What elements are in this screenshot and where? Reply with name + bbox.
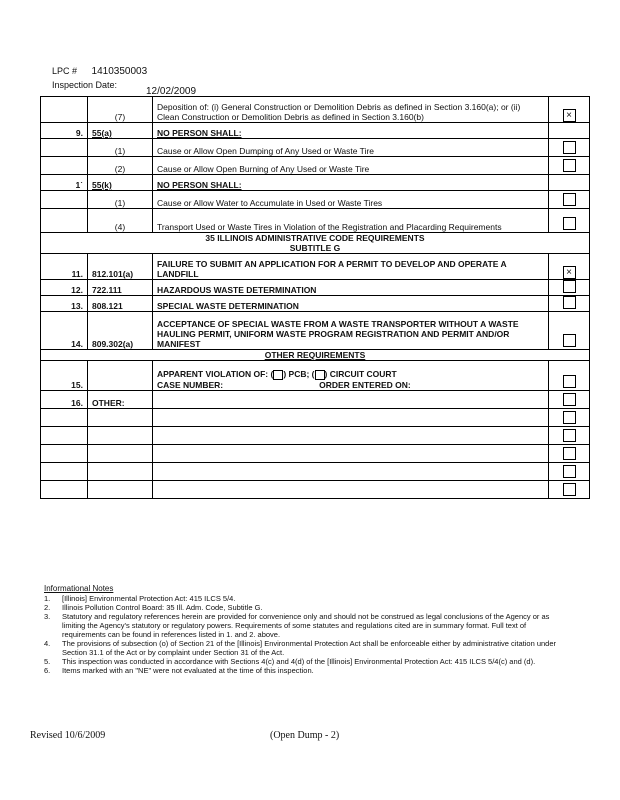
row-citation: 812.101(a) (88, 254, 153, 280)
table-row (41, 97, 590, 123)
row-number: 9. (41, 123, 88, 139)
row-citation: (7) (88, 97, 153, 123)
checkbox[interactable] (563, 193, 576, 206)
note-item (44, 612, 564, 639)
section-header-row (41, 350, 590, 361)
row-number: 1˙ (41, 175, 88, 191)
table-row (41, 123, 590, 139)
checkbox[interactable] (563, 429, 576, 442)
section-title-line: 35 ILLINOIS ADMINISTRATIVE CODE REQUIREMENTS (205, 233, 425, 243)
circuit-court-label: ) CIRCUIT COURT (324, 369, 397, 380)
checkbox[interactable] (563, 393, 576, 406)
note-number: 4. (44, 639, 51, 648)
row-description: Cause or Allow Open Burning of Any Used or Waste Tire (153, 157, 549, 175)
row-citation: (2) (88, 157, 153, 175)
table-row (41, 280, 590, 296)
lpc-number (52, 66, 147, 77)
row-citation: 722.111 (88, 280, 153, 296)
blank-row (41, 481, 590, 499)
table-row (41, 139, 590, 157)
checkbox[interactable] (563, 334, 576, 347)
note-text: [Illinois] Environmental Protection Act: 415 ILCS 5/4. (62, 594, 236, 603)
checkbox[interactable]: × (563, 109, 576, 122)
note-number: 1. (44, 594, 51, 603)
table-row (41, 157, 590, 175)
violation-label: APPARENT VIOLATION OF: ( (157, 369, 274, 380)
checkbox[interactable] (563, 411, 576, 424)
table-row (41, 175, 590, 191)
checkbox[interactable] (563, 159, 576, 172)
row-description: SPECIAL WASTE DETERMINATION (153, 296, 549, 312)
section-header-row (41, 233, 590, 254)
row-description: HAZARDOUS WASTE DETERMINATION (153, 280, 549, 296)
note-item (44, 639, 564, 657)
order-entered-label: ORDER ENTERED ON: (319, 380, 411, 390)
checkbox[interactable] (563, 141, 576, 154)
notes-title: Informational Notes (44, 584, 114, 593)
row-number: 12. (41, 280, 88, 296)
lpc-value: 1410350003 (91, 66, 148, 77)
circuit-court-checkbox[interactable] (315, 370, 325, 380)
informational-notes (44, 584, 564, 675)
blank-row (41, 427, 590, 445)
checkbox[interactable] (563, 465, 576, 478)
checklist-table (40, 96, 590, 499)
page-footer: (Open Dump - 2) (270, 730, 340, 741)
note-number: 6. (44, 666, 51, 675)
checkbox[interactable] (563, 447, 576, 460)
note-item (44, 603, 564, 612)
note-text: Illinois Pollution Control Board: 35 Ill. Adm. Code, Subtitle G. (62, 603, 263, 612)
row-citation: (1) (88, 139, 153, 157)
row-citation: 55(k) (88, 175, 153, 191)
row-citation: (1) (88, 191, 153, 209)
row-number: 13. (41, 296, 88, 312)
row-description: Transport Used or Waste Tires in Violation of the Registration and Placarding Requirements (153, 209, 549, 233)
lpc-label: LPC # (52, 66, 78, 76)
case-number-label: CASE NUMBER: (157, 380, 224, 390)
note-text: The provisions of subsection (o) of Section 21 of the [Illinois] Environmental Protection Act shall be enforceable either by administrative citation under Section 31.1 of the Act or by complaint under Section 31 of the Act. (62, 639, 557, 657)
section-title-admin-code (41, 233, 590, 254)
row-description: NO PERSON SHALL: (153, 123, 549, 139)
checkbox[interactable] (563, 217, 576, 230)
note-number: 5. (44, 657, 51, 666)
row-number: 11. (41, 254, 88, 280)
row-citation: 55(a) (88, 123, 153, 139)
note-item (44, 657, 564, 666)
row-description: ACCEPTANCE OF SPECIAL WASTE FROM A WASTE TRANSPORTER WITHOUT A WASTE HAULING PERMIT, UNIFORM WASTE PROGRAM REGISTRATION AND PERMIT AND/OR MANIFEST (153, 312, 549, 350)
pcb-label: ) PCB; ( (283, 369, 315, 380)
checkbox[interactable] (563, 375, 576, 388)
note-text: Statutory and regulatory references herein are provided for convenience only and should not be construed as legal conclusions of the Agency or as limiting the Agency's statutory or regulatory powers. Requirements of some statutes and regulations cited are in summary format. Full text of requirements can be found in references listed in 1. and 2. above. (62, 612, 550, 639)
row-description: Cause or Allow Open Dumping of Any Used or Waste Tire (153, 139, 549, 157)
row-description: FAILURE TO SUBMIT AN APPLICATION FOR A PERMIT TO DEVELOP AND OPERATE A LANDFILL (153, 254, 549, 280)
note-item (44, 594, 564, 603)
table-row (41, 296, 590, 312)
inspection-date-label: Inspection Date: (52, 80, 118, 90)
row-citation: 808.121 (88, 296, 153, 312)
other-label: OTHER: (88, 391, 153, 409)
inspection-date-value: 12/02/2009 (146, 86, 197, 97)
table-row (41, 361, 590, 391)
section-subtitle-line: SUBTITLE G (289, 243, 341, 253)
note-number: 3. (44, 612, 51, 621)
blank-row (41, 409, 590, 427)
table-row (41, 209, 590, 233)
row-description: Deposition of: (i) General Construction or Demolition Debris as defined in Section 3.160(a); or (ii) Clean Construction or Demolition Debris as defined in Section 3.160(b) (153, 97, 549, 123)
note-number: 2. (44, 603, 51, 612)
table-row (41, 191, 590, 209)
note-text: Items marked with an "NE" were not evaluated at the time of this inspection. (62, 666, 314, 675)
row-number: 14. (41, 312, 88, 350)
checkbox[interactable] (563, 483, 576, 496)
row-number: 15. (41, 361, 88, 391)
checkbox[interactable] (563, 296, 576, 309)
table-row (41, 312, 590, 350)
row-citation: 809.302(a) (88, 312, 153, 350)
row-number: 16. (41, 391, 88, 409)
row-description: Cause or Allow Water to Accumulate in Used or Waste Tires (153, 191, 549, 209)
pcb-checkbox[interactable] (273, 370, 283, 380)
revision-date: Revised 10/6/2009 (30, 730, 106, 741)
table-row (41, 391, 590, 409)
table-row (41, 254, 590, 280)
row-description: NO PERSON SHALL: (153, 175, 549, 191)
note-text: This inspection was conducted in accordance with Sections 4(c) and 4(d) of the [Illinois] Environmental Protection Act: 415 ILCS 5/4(c) and (d). (62, 657, 536, 666)
row-number (41, 97, 88, 123)
row-citation: (4) (88, 209, 153, 233)
row-description (153, 361, 549, 391)
checkbox[interactable] (563, 280, 576, 293)
checkbox[interactable]: × (563, 266, 576, 279)
blank-row (41, 445, 590, 463)
note-item (44, 666, 564, 675)
section-title-other: OTHER REQUIREMENTS (41, 350, 590, 361)
blank-row (41, 463, 590, 481)
